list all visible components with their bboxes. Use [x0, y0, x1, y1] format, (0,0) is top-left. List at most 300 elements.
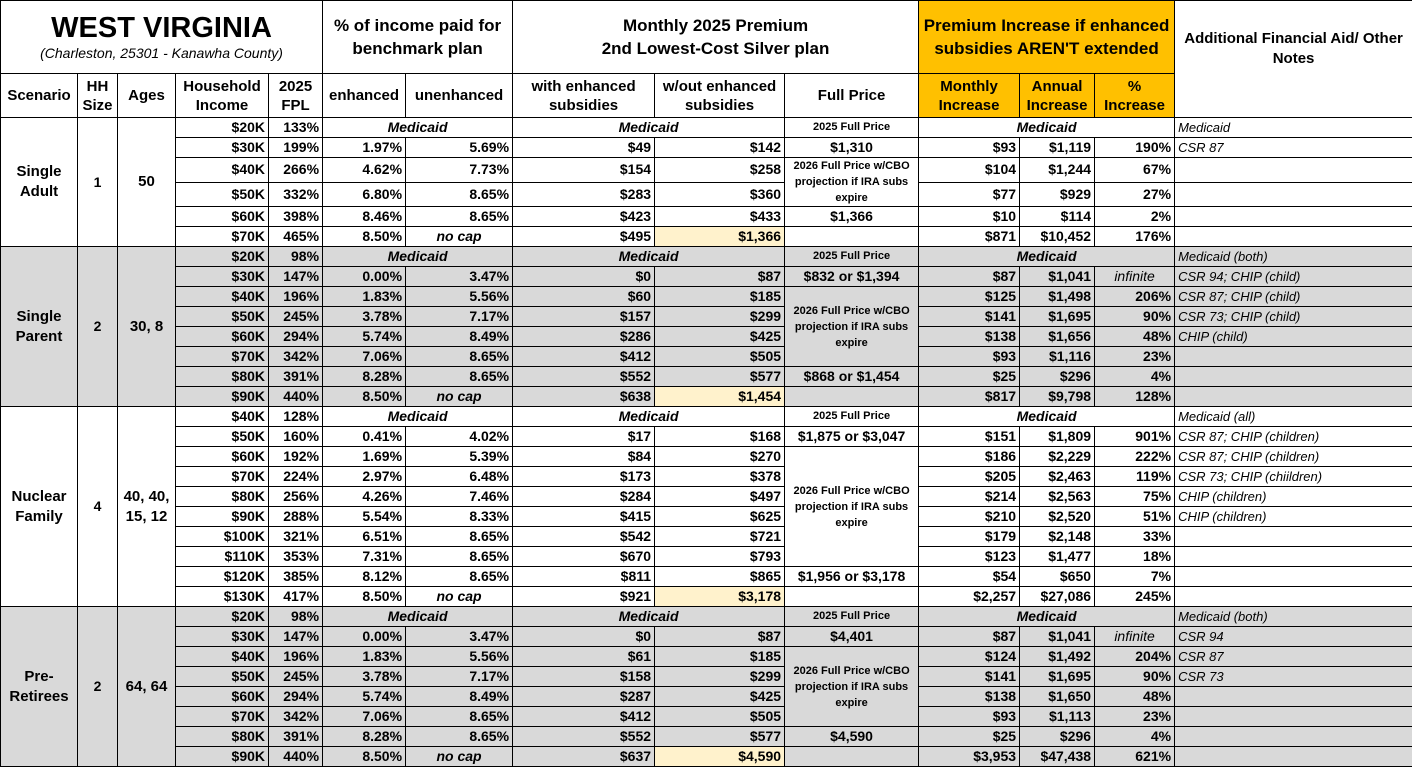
pct-increase-cell: 119% [1095, 467, 1175, 487]
premium-without-enhanced-cell: $185 [655, 287, 785, 307]
premium-without-enhanced-cell: $505 [655, 707, 785, 727]
fpl-cell: 417% [269, 587, 323, 607]
premium-with-enhanced-cell: $84 [513, 447, 655, 467]
full-price-blank [785, 227, 919, 247]
premium-with-enhanced-cell: $157 [513, 307, 655, 327]
pct-increase-cell: 621% [1095, 747, 1175, 767]
premium-with-enhanced-cell: $0 [513, 267, 655, 287]
income-cell: $50K [176, 427, 269, 447]
enhanced-pct-cell: 4.26% [323, 487, 406, 507]
fpl-cell: 160% [269, 427, 323, 447]
monthly-increase-cell: $93 [919, 138, 1020, 158]
monthly-increase-cell: $125 [919, 287, 1020, 307]
full-price-2026-label: 2026 Full Price w/CBO projection if IRA subs expire [785, 158, 919, 207]
note-cell: Medicaid (both) [1175, 607, 1412, 627]
income-cell: $40K [176, 287, 269, 307]
premium-without-enhanced-cell: $258 [655, 158, 785, 183]
fpl-cell: 440% [269, 387, 323, 407]
premium-header: Monthly 2025 Premium 2nd Lowest-Cost Silver plan [513, 1, 919, 74]
unenhanced-pct-cell: no cap [406, 587, 513, 607]
pct-increase-cell: 18% [1095, 547, 1175, 567]
monthly-increase-cell: $10 [919, 207, 1020, 227]
fpl-cell: 391% [269, 367, 323, 387]
income-cell: $30K [176, 627, 269, 647]
pct-increase-cell: 204% [1095, 647, 1175, 667]
monthly-increase-cell: $151 [919, 427, 1020, 447]
table-row [1, 567, 1412, 587]
unenhanced-pct-cell: 3.47% [406, 627, 513, 647]
annual-increase-cell: $1,244 [1020, 158, 1095, 183]
premium-with-enhanced-cell: $287 [513, 687, 655, 707]
premium-with-enhanced-cell: $412 [513, 347, 655, 367]
income-cell: $70K [176, 227, 269, 247]
table-row [1, 287, 1412, 307]
note-cell [1175, 527, 1412, 547]
premium-with-enhanced-cell: $0 [513, 627, 655, 647]
col-ages: Ages [118, 74, 176, 118]
hh-size-value: 4 [78, 407, 118, 607]
scenario-label: Pre- Retirees [1, 607, 78, 767]
income-cell: $20K [176, 247, 269, 267]
enhanced-pct-cell: 6.51% [323, 527, 406, 547]
note-cell [1175, 727, 1412, 747]
unenhanced-pct-cell: no cap [406, 747, 513, 767]
note-cell: CSR 94; CHIP (child) [1175, 267, 1412, 287]
income-cell: $130K [176, 587, 269, 607]
premium-with-enhanced-cell: $49 [513, 138, 655, 158]
note-cell: CSR 73; CHIP (child) [1175, 307, 1412, 327]
pct-increase-cell: 4% [1095, 367, 1175, 387]
pct-increase-cell: 190% [1095, 138, 1175, 158]
fpl-cell: 440% [269, 747, 323, 767]
annual-increase-cell: $1,041 [1020, 627, 1095, 647]
pct-increase-cell: 48% [1095, 687, 1175, 707]
premium-without-enhanced-cell: $142 [655, 138, 785, 158]
unenhanced-pct-cell: 8.65% [406, 207, 513, 227]
monthly-increase-cell: $3,953 [919, 747, 1020, 767]
monthly-increase-cell: $817 [919, 387, 1020, 407]
fpl-cell: 332% [269, 182, 323, 207]
unenhanced-pct-cell: 5.56% [406, 287, 513, 307]
unenhanced-pct-cell: 8.49% [406, 327, 513, 347]
premium-without-enhanced-cell: $168 [655, 427, 785, 447]
income-cell: $90K [176, 507, 269, 527]
title-cell [1, 1, 323, 74]
premium-without-enhanced-cell: $4,590 [655, 747, 785, 767]
table-row [1, 647, 1412, 667]
fpl-cell: 196% [269, 287, 323, 307]
fpl-cell: 245% [269, 307, 323, 327]
unenhanced-pct-cell: 7.46% [406, 487, 513, 507]
premium-without-enhanced-cell: $87 [655, 267, 785, 287]
medicaid-label: Medicaid [919, 247, 1175, 267]
monthly-increase-cell: $2,257 [919, 587, 1020, 607]
premium-with-enhanced-cell: $670 [513, 547, 655, 567]
full-price-blank [785, 747, 919, 767]
note-cell [1175, 347, 1412, 367]
note-cell: CSR 94 [1175, 627, 1412, 647]
annual-increase-cell: $1,656 [1020, 327, 1095, 347]
unenhanced-pct-cell: 7.17% [406, 307, 513, 327]
annual-increase-cell: $296 [1020, 367, 1095, 387]
state-title: WEST VIRGINIA [4, 12, 319, 44]
income-cell: $20K [176, 607, 269, 627]
pct-increase-cell: 27% [1095, 182, 1175, 207]
premium-without-enhanced-cell: $425 [655, 687, 785, 707]
premium-without-enhanced-cell: $299 [655, 667, 785, 687]
fpl-cell: 147% [269, 627, 323, 647]
income-cell: $60K [176, 207, 269, 227]
income-cell: $60K [176, 687, 269, 707]
table-row [1, 507, 1412, 527]
monthly-increase-cell: $93 [919, 707, 1020, 727]
premium-without-enhanced-cell: $505 [655, 347, 785, 367]
unenhanced-pct-cell: no cap [406, 227, 513, 247]
unenhanced-pct-cell: 8.65% [406, 527, 513, 547]
ages-value: 30, 8 [118, 247, 176, 407]
fpl-cell: 385% [269, 567, 323, 587]
pct-increase-cell: 7% [1095, 567, 1175, 587]
full-price-2025-value: $832 or $1,394 [785, 267, 919, 287]
premium-without-enhanced-cell: $1,366 [655, 227, 785, 247]
fpl-cell: 342% [269, 707, 323, 727]
income-cell: $50K [176, 307, 269, 327]
monthly-increase-cell: $87 [919, 627, 1020, 647]
annual-increase-cell: $1,695 [1020, 307, 1095, 327]
col-with-enhanced: with enhanced subsidies [513, 74, 655, 118]
monthly-increase-cell: $123 [919, 547, 1020, 567]
premium-with-enhanced-cell: $17 [513, 427, 655, 447]
table-row [1, 347, 1412, 367]
table-row [1, 667, 1412, 687]
income-cell: $70K [176, 707, 269, 727]
pct-increase-cell: 176% [1095, 227, 1175, 247]
full-price-2025-label: 2025 Full Price [785, 118, 919, 138]
full-price-2026-label: 2026 Full Price w/CBO projection if IRA subs expire [785, 647, 919, 727]
fpl-cell: 196% [269, 647, 323, 667]
pct-increase-cell: 128% [1095, 387, 1175, 407]
monthly-increase-cell: $210 [919, 507, 1020, 527]
col-pct-increase: % Increase [1095, 74, 1175, 118]
table-row [1, 447, 1412, 467]
enhanced-pct-cell: 8.50% [323, 587, 406, 607]
income-cell: $100K [176, 527, 269, 547]
enhanced-pct-cell: 4.62% [323, 158, 406, 183]
ages-value: 40, 40, 15, 12 [118, 407, 176, 607]
premium-with-enhanced-cell: $158 [513, 667, 655, 687]
enhanced-pct-cell: 8.50% [323, 387, 406, 407]
unenhanced-pct-cell: 3.47% [406, 267, 513, 287]
pct-increase-cell: 33% [1095, 527, 1175, 547]
fpl-cell: 294% [269, 327, 323, 347]
fpl-cell: 98% [269, 607, 323, 627]
note-cell: CSR 87 [1175, 138, 1412, 158]
premium-with-enhanced-cell: $552 [513, 727, 655, 747]
col-monthly-increase: Monthly Increase [919, 74, 1020, 118]
note-cell [1175, 207, 1412, 227]
premium-with-enhanced-cell: $173 [513, 467, 655, 487]
table-row [1, 487, 1412, 507]
note-cell: CSR 87; CHIP (children) [1175, 447, 1412, 467]
full-price-2026-label: 2026 Full Price w/CBO projection if IRA subs expire [785, 287, 919, 367]
medicaid-label: Medicaid [919, 607, 1175, 627]
full-price-blank [785, 387, 919, 407]
fpl-cell: 192% [269, 447, 323, 467]
pct-increase-cell: 245% [1095, 587, 1175, 607]
enhanced-pct-cell: 1.83% [323, 287, 406, 307]
unenhanced-pct-cell: 5.39% [406, 447, 513, 467]
premium-with-enhanced-cell: $412 [513, 707, 655, 727]
premium-with-enhanced-cell: $423 [513, 207, 655, 227]
table-row [1, 227, 1412, 247]
annual-increase-cell: $1,695 [1020, 667, 1095, 687]
premium-with-enhanced-cell: $61 [513, 647, 655, 667]
note-cell: Medicaid (all) [1175, 407, 1412, 427]
table-row [1, 207, 1412, 227]
premium-with-enhanced-cell: $495 [513, 227, 655, 247]
monthly-increase-cell: $124 [919, 647, 1020, 667]
note-cell [1175, 387, 1412, 407]
col-fpl: 2025 FPL [269, 74, 323, 118]
premium-with-enhanced-cell: $154 [513, 158, 655, 183]
note-cell: Medicaid [1175, 118, 1412, 138]
note-cell [1175, 587, 1412, 607]
fpl-cell: 98% [269, 247, 323, 267]
table-row [1, 547, 1412, 567]
hh-size-value: 1 [78, 118, 118, 247]
enhanced-pct-cell: 6.80% [323, 182, 406, 207]
note-cell [1175, 567, 1412, 587]
enhanced-pct-cell: 5.74% [323, 327, 406, 347]
table-row [1, 627, 1412, 647]
scenario-label: Single Adult [1, 118, 78, 247]
table-row [1, 367, 1412, 387]
premium-without-enhanced-cell: $270 [655, 447, 785, 467]
pct-increase-cell: 222% [1095, 447, 1175, 467]
monthly-increase-cell: $138 [919, 327, 1020, 347]
table-row [1, 247, 1412, 267]
increase-header: Premium Increase if enhanced subsidies AREN'T extended [919, 1, 1175, 74]
premium-without-enhanced-cell: $299 [655, 307, 785, 327]
unenhanced-pct-cell: 8.49% [406, 687, 513, 707]
note-cell [1175, 747, 1412, 767]
full-price-2025-label: 2025 Full Price [785, 607, 919, 627]
income-cell: $110K [176, 547, 269, 567]
annual-increase-cell: $1,119 [1020, 138, 1095, 158]
enhanced-pct-cell: 7.31% [323, 547, 406, 567]
full-price-2025-value: $4,401 [785, 627, 919, 647]
income-cell: $120K [176, 567, 269, 587]
enhanced-pct-cell: 2.97% [323, 467, 406, 487]
premium-with-enhanced-cell: $283 [513, 182, 655, 207]
premium-without-enhanced-cell: $497 [655, 487, 785, 507]
premium-without-enhanced-cell: $3,178 [655, 587, 785, 607]
table-row [1, 727, 1412, 747]
col-without-enhanced: w/out enhanced subsidies [655, 74, 785, 118]
table-row [1, 607, 1412, 627]
notes-header: Additional Financial Aid/ Other Notes [1175, 1, 1412, 118]
premium-with-enhanced-cell: $60 [513, 287, 655, 307]
income-pct-header: % of income paid for benchmark plan [323, 1, 513, 74]
income-cell: $90K [176, 747, 269, 767]
annual-increase-cell: $47,438 [1020, 747, 1095, 767]
col-enhanced: enhanced [323, 74, 406, 118]
medicaid-label: Medicaid [513, 247, 785, 267]
premium-without-enhanced-cell: $865 [655, 567, 785, 587]
fpl-cell: 128% [269, 407, 323, 427]
full-price-2025-value: $1,875 or $3,047 [785, 427, 919, 447]
premium-without-enhanced-cell: $577 [655, 367, 785, 387]
enhanced-pct-cell: 5.74% [323, 687, 406, 707]
fpl-cell: 294% [269, 687, 323, 707]
note-cell: CSR 73; CHIP (chiildren) [1175, 467, 1412, 487]
pct-increase-cell: 67% [1095, 158, 1175, 183]
full-price-blank [785, 587, 919, 607]
premium-without-enhanced-cell: $793 [655, 547, 785, 567]
fpl-cell: 256% [269, 487, 323, 507]
unenhanced-pct-cell: 6.48% [406, 467, 513, 487]
income-cell: $40K [176, 158, 269, 183]
table-row [1, 307, 1412, 327]
monthly-increase-cell: $25 [919, 727, 1020, 747]
table-row [1, 747, 1412, 767]
full-price-2026-value: $4,590 [785, 727, 919, 747]
premium-without-enhanced-cell: $721 [655, 527, 785, 547]
fpl-cell: 133% [269, 118, 323, 138]
monthly-increase-cell: $186 [919, 447, 1020, 467]
ages-value: 50 [118, 118, 176, 247]
monthly-increase-cell: $54 [919, 567, 1020, 587]
fpl-cell: 353% [269, 547, 323, 567]
note-cell: CSR 87; CHIP (children) [1175, 427, 1412, 447]
income-cell: $60K [176, 447, 269, 467]
annual-increase-cell: $2,463 [1020, 467, 1095, 487]
fpl-cell: 245% [269, 667, 323, 687]
income-cell: $80K [176, 367, 269, 387]
medicaid-label: Medicaid [513, 607, 785, 627]
table-row [1, 527, 1412, 547]
unenhanced-pct-cell: 8.65% [406, 567, 513, 587]
fpl-cell: 288% [269, 507, 323, 527]
enhanced-pct-cell: 8.28% [323, 367, 406, 387]
medicaid-label: Medicaid [513, 407, 785, 427]
table-row [1, 267, 1412, 287]
monthly-increase-cell: $179 [919, 527, 1020, 547]
income-cell: $50K [176, 182, 269, 207]
note-cell: CHIP (children) [1175, 507, 1412, 527]
table-row [1, 327, 1412, 347]
col-annual-increase: Annual Increase [1020, 74, 1095, 118]
premium-with-enhanced-cell: $638 [513, 387, 655, 407]
income-cell: $60K [176, 327, 269, 347]
annual-increase-cell: $1,809 [1020, 427, 1095, 447]
note-cell: CSR 73 [1175, 667, 1412, 687]
premium-with-enhanced-cell: $286 [513, 327, 655, 347]
annual-increase-cell: $2,148 [1020, 527, 1095, 547]
note-cell [1175, 547, 1412, 567]
unenhanced-pct-cell: 8.65% [406, 707, 513, 727]
enhanced-pct-cell: 7.06% [323, 707, 406, 727]
pct-increase-cell: 23% [1095, 347, 1175, 367]
ages-value: 64, 64 [118, 607, 176, 767]
full-price-2026-value: $1,366 [785, 207, 919, 227]
annual-increase-cell: $650 [1020, 567, 1095, 587]
monthly-increase-cell: $25 [919, 367, 1020, 387]
note-cell [1175, 687, 1412, 707]
enhanced-pct-cell: 1.97% [323, 138, 406, 158]
annual-increase-cell: $114 [1020, 207, 1095, 227]
income-cell: $20K [176, 118, 269, 138]
table-row [1, 467, 1412, 487]
enhanced-pct-cell: 8.46% [323, 207, 406, 227]
full-price-2025-label: 2025 Full Price [785, 247, 919, 267]
premium-without-enhanced-cell: $425 [655, 327, 785, 347]
premium-without-enhanced-cell: $625 [655, 507, 785, 527]
income-cell: $70K [176, 347, 269, 367]
note-cell: CHIP (children) [1175, 487, 1412, 507]
unenhanced-pct-cell: 5.56% [406, 647, 513, 667]
annual-increase-cell: $2,520 [1020, 507, 1095, 527]
pct-increase-cell: infinite [1095, 627, 1175, 647]
income-cell: $90K [176, 387, 269, 407]
enhanced-pct-cell: 0.00% [323, 267, 406, 287]
annual-increase-cell: $9,798 [1020, 387, 1095, 407]
enhanced-pct-cell: 0.41% [323, 427, 406, 447]
full-price-2025-label: 2025 Full Price [785, 407, 919, 427]
premium-with-enhanced-cell: $542 [513, 527, 655, 547]
monthly-increase-cell: $141 [919, 667, 1020, 687]
premium-with-enhanced-cell: $811 [513, 567, 655, 587]
monthly-increase-cell: $138 [919, 687, 1020, 707]
table-row [1, 407, 1412, 427]
pct-increase-cell: 2% [1095, 207, 1175, 227]
table-row [1, 182, 1412, 207]
note-cell [1175, 367, 1412, 387]
unenhanced-pct-cell: 4.02% [406, 427, 513, 447]
location-subtitle: (Charleston, 25301 - Kanawha County) [4, 44, 319, 62]
income-cell: $40K [176, 647, 269, 667]
monthly-increase-cell: $77 [919, 182, 1020, 207]
unenhanced-pct-cell: 7.73% [406, 158, 513, 183]
pct-increase-cell: 23% [1095, 707, 1175, 727]
full-price-2025-value: $1,310 [785, 138, 919, 158]
unenhanced-pct-cell: 8.65% [406, 367, 513, 387]
note-cell [1175, 227, 1412, 247]
annual-increase-cell: $10,452 [1020, 227, 1095, 247]
enhanced-pct-cell: 1.69% [323, 447, 406, 467]
pct-increase-cell: 51% [1095, 507, 1175, 527]
medicaid-label: Medicaid [919, 407, 1175, 427]
premium-with-enhanced-cell: $637 [513, 747, 655, 767]
fpl-cell: 321% [269, 527, 323, 547]
income-cell: $80K [176, 727, 269, 747]
fpl-cell: 266% [269, 158, 323, 183]
note-cell: CSR 87; CHIP (child) [1175, 287, 1412, 307]
table-row [1, 387, 1412, 407]
pct-increase-cell: infinite [1095, 267, 1175, 287]
premium-without-enhanced-cell: $87 [655, 627, 785, 647]
hh-size-value: 2 [78, 247, 118, 407]
note-cell: CSR 87 [1175, 647, 1412, 667]
enhanced-pct-cell: 1.83% [323, 647, 406, 667]
note-cell [1175, 707, 1412, 727]
enhanced-pct-cell: 7.06% [323, 347, 406, 367]
pct-increase-cell: 4% [1095, 727, 1175, 747]
note-cell [1175, 158, 1412, 183]
unenhanced-pct-cell: 8.65% [406, 727, 513, 747]
monthly-increase-cell: $205 [919, 467, 1020, 487]
premium-without-enhanced-cell: $1,454 [655, 387, 785, 407]
